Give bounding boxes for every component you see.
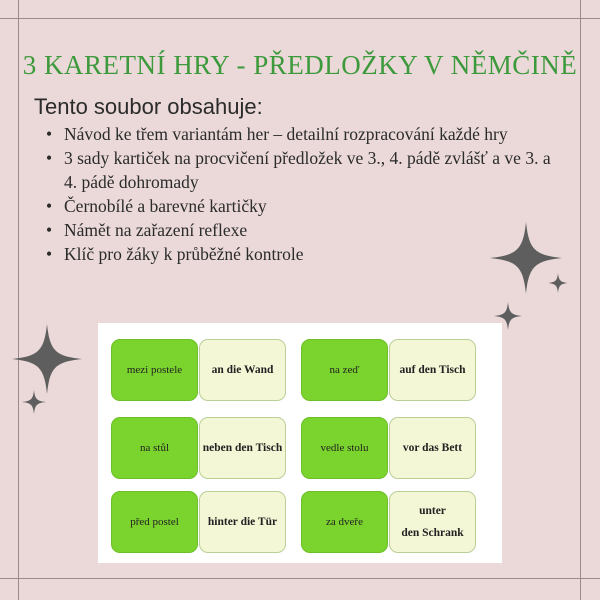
intro-heading: Tento soubor obsahuje:	[34, 94, 263, 119]
card-german-line: den Schrank	[401, 527, 464, 539]
card-czech: na zeď	[301, 339, 388, 401]
list-item: • Černobílé a barevné kartičky	[34, 194, 554, 218]
sparkle-icon	[548, 273, 568, 293]
card-czech: mezi postele	[111, 339, 198, 401]
frame-line-left	[18, 0, 19, 600]
frame-line-right	[580, 0, 581, 600]
card-czech: před postel	[111, 491, 198, 553]
card-german: auf den Tisch	[389, 339, 476, 401]
sparkle-icon	[12, 324, 82, 394]
card-czech: na stůl	[111, 417, 198, 479]
list-item: • Námět na zařazení reflexe	[34, 218, 554, 242]
contents-list	[34, 122, 554, 266]
sparkle-icon	[22, 390, 46, 414]
card-german: an die Wand	[199, 339, 286, 401]
card-german: hinter die Tür	[199, 491, 286, 553]
card-preview-panel	[98, 323, 502, 563]
card-german-line: unter	[419, 505, 446, 517]
card-german: neben den Tisch	[199, 417, 286, 479]
list-item: • Klíč pro žáky k průběžné kontrole	[34, 242, 554, 266]
frame-line-top	[0, 18, 600, 19]
list-item: • 3 sady kartiček na procvičení předložek ve 3., 4. pádě zvlášť a ve 3. a 4. pádě dohromady	[34, 146, 554, 194]
card-german	[389, 491, 476, 553]
list-item: • Návod ke třem variantám her – detailní rozpracování každé hry	[34, 122, 554, 146]
card-german: vor das Bett	[389, 417, 476, 479]
card-czech: za dveře	[301, 491, 388, 553]
page-title: 3 KARETNÍ HRY - PŘEDLOŽKY V NĚMČINĚ	[22, 50, 578, 80]
card-czech: vedle stolu	[301, 417, 388, 479]
frame-line-bottom	[0, 578, 600, 579]
